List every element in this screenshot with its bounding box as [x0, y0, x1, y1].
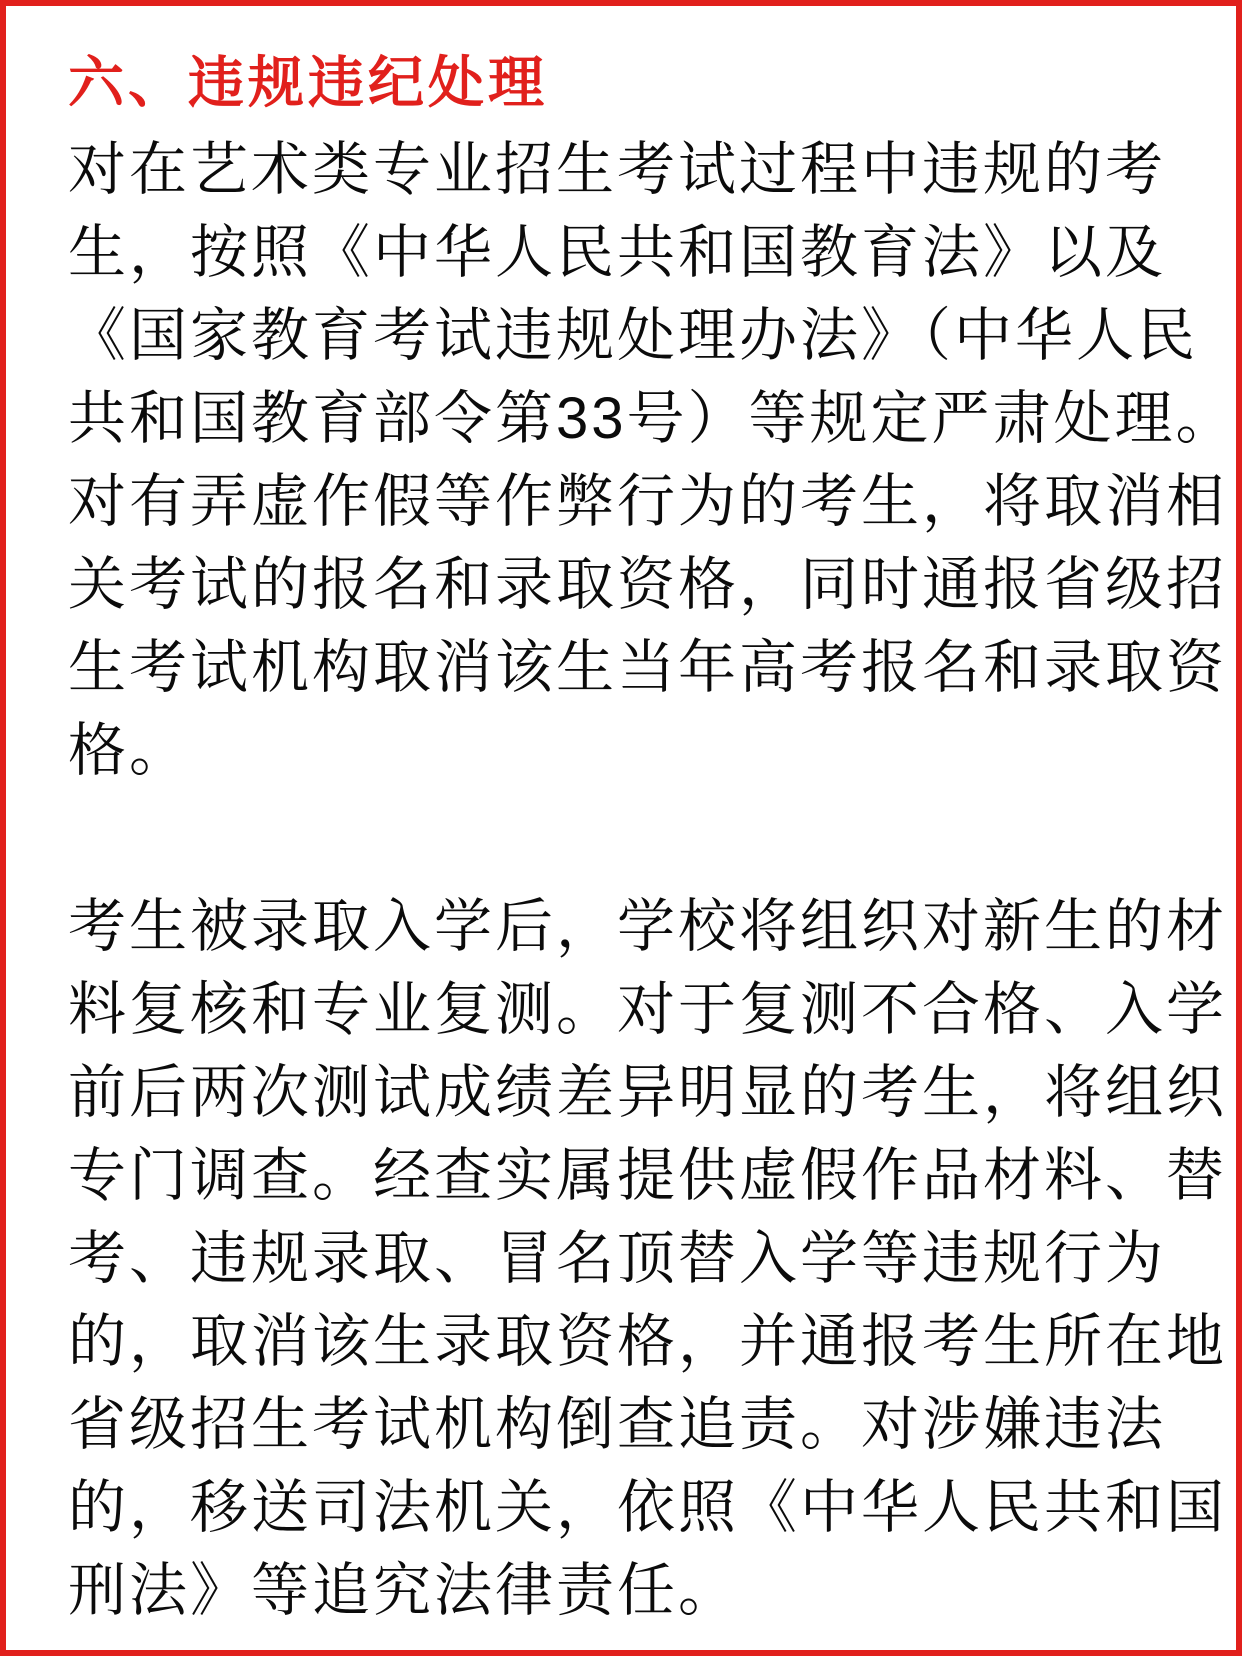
text-line: 生，按照《中华人民共和国教育法》以及: [68, 220, 1167, 285]
text-line: 对在艺术类专业招生考试过程中违规的考: [68, 137, 1167, 202]
text-line: 《国家教育考试违规处理办法》（中华人民: [68, 303, 1199, 368]
text-line: 料复核和专业复测。对于复测不合格、入学: [68, 977, 1228, 1042]
text-line: 考、违规录取、冒名顶替入学等违规行为: [68, 1226, 1167, 1291]
text-line: 对有弄虚作假等作弊行为的考生，将取消相: [68, 469, 1228, 534]
text-line: 的，取消该生录取资格，并通报考生所在地: [68, 1309, 1228, 1374]
text-line: 关考试的报名和录取资格，同时通报省级招: [68, 552, 1228, 617]
text-line: 的，移送司法机关，依照《中华人民共和国: [68, 1475, 1228, 1540]
notice-content: [6, 6, 1236, 1632]
paragraph: [68, 128, 1237, 792]
text-line: 生考试机构取消该生当年高考报名和录取资: [68, 635, 1228, 700]
paragraph: [68, 885, 1228, 1632]
text-line: 省级招生考试机构倒查追责。对涉嫌违法: [68, 1392, 1167, 1457]
notice-body: [68, 128, 1237, 1632]
text-line: 共和国教育部令第33号）等规定严肃处理。: [68, 386, 1237, 451]
text-line: 刑法》等追究法律责任。: [68, 1558, 740, 1623]
section-heading: 六、违规违纪处理: [68, 51, 548, 114]
text-line: 格。: [68, 718, 191, 783]
text-line: 专门调查。经查实属提供虚假作品材料、替: [68, 1143, 1228, 1208]
text-line: 考生被录取入学后，学校将组织对新生的材: [68, 894, 1228, 959]
text-line: 前后两次测试成绩差异明显的考生，将组织: [68, 1060, 1228, 1125]
